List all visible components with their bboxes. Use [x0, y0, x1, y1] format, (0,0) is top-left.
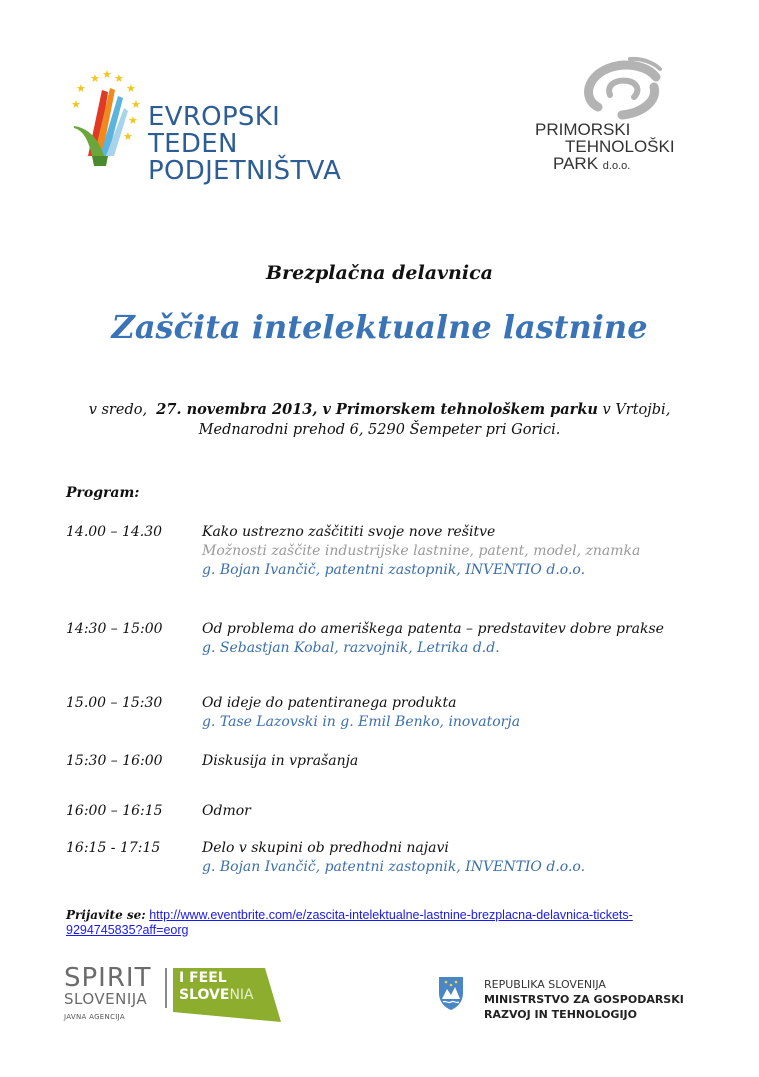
registration-link[interactable] — [66, 908, 633, 937]
svg-text:★: ★ — [114, 72, 124, 85]
session-topic: Kako ustrezno zaščititi svoje nove rešitve — [202, 524, 496, 540]
svg-text:★: ★ — [128, 114, 138, 127]
session-time: 14.00 – 14.30 — [66, 524, 163, 540]
session-time: 16:15 - 17:15 — [66, 840, 161, 856]
swirl-icon — [530, 55, 700, 125]
ministry-line: REPUBLIKA SLOVENIJA — [484, 978, 606, 991]
spirit-subtitle: SLOVENIJA — [64, 990, 148, 1008]
logo-line: PARK — [553, 154, 599, 173]
ministry-line: MINISTRSTVO ZA GOSPODARSKI — [484, 993, 684, 1006]
svg-text:★: ★ — [76, 82, 86, 95]
event-date-venue: 27. novembra 2013, v Primorskem tehnološkem parku — [156, 401, 598, 418]
session-topic: Odmor — [202, 803, 251, 819]
registration-link-line[interactable]: 9294745835?aff=eorg — [66, 923, 189, 937]
divider — [165, 968, 167, 1008]
event-address: Mednarodni prehod 6, 5290 Šempeter pri Gorici. — [198, 422, 561, 438]
session-time: 15:30 – 16:00 — [66, 753, 163, 769]
badge-line: SLOVE — [179, 987, 230, 1003]
primorski-tehnoloski-park-logo — [530, 55, 700, 180]
svg-text:★: ★ — [131, 98, 141, 111]
logo-line: TEHNOLOŠKI — [565, 137, 675, 156]
badge-line: NIA — [229, 987, 254, 1003]
badge-line: I FEEL — [179, 970, 227, 986]
event-place: v Vrtojbi, — [602, 402, 671, 418]
ptp-wordmark — [535, 121, 675, 175]
ministry-logo — [436, 975, 696, 1025]
session-speaker: g. Bojan Ivančič, patentni zastopnik, INVENTIO d.o.o. — [202, 562, 586, 578]
logo-line: PRIMORSKI — [535, 120, 631, 139]
svg-text:★: ★ — [123, 130, 133, 143]
evropski-teden-logo — [68, 68, 368, 186]
spirit-wordmark: SPIRIT — [64, 963, 152, 993]
session-topic: Od ideje do patentiranega produkta — [202, 695, 457, 711]
session-time: 14:30 – 15:00 — [66, 621, 163, 637]
session-topic: Delo v skupini ob predhodni najavi — [202, 840, 449, 856]
hand-stars-icon — [68, 68, 146, 168]
registration — [66, 908, 666, 938]
page-title: Zaščita intelektualne lastnine — [111, 308, 648, 346]
svg-text:★: ★ — [102, 68, 112, 81]
logo-line: PODJETNIŠTVA — [148, 156, 342, 186]
logo-suffix: d.o.o. — [602, 160, 631, 172]
spirit-slovenija-logo — [64, 965, 284, 1027]
event-day: v sredo, — [88, 402, 148, 418]
event-info — [0, 400, 759, 440]
session-time: 16:00 – 16:15 — [66, 803, 163, 819]
subtitle: Brezplačna delavnica — [266, 262, 493, 284]
program-label: Program: — [66, 485, 140, 501]
slovenia-coat-of-arms-icon — [436, 975, 466, 1011]
session-topic: Od problema do ameriškega patenta – predstavitev dobre prakse — [202, 621, 664, 637]
i-feel-slovenia-badge — [173, 968, 281, 1022]
ministry-line: RAZVOJ IN TEHNOLOGIJO — [484, 1008, 637, 1021]
logo-line: EVROPSKI TEDEN — [148, 102, 281, 159]
session-speaker: g. Tase Lazovski in g. Emil Benko, inovatorja — [202, 714, 521, 730]
session-topic: Diskusija in vprašanja — [202, 753, 359, 769]
svg-text:★: ★ — [90, 72, 100, 85]
session-time: 15.00 – 15:30 — [66, 695, 163, 711]
svg-text:★: ★ — [126, 82, 136, 95]
svg-text:★: ★ — [71, 98, 81, 111]
registration-label: Prijavite se: — [66, 908, 146, 922]
evropski-teden-wordmark — [148, 104, 368, 185]
session-speaker: g. Bojan Ivančič, patentni zastopnik, INVENTIO d.o.o. — [202, 859, 586, 875]
spirit-agency: JAVNA AGENCIJA — [64, 1013, 125, 1021]
session-speaker: g. Sebastjan Kobal, razvojnik, Letrika d.d. — [202, 640, 500, 656]
session-note: Možnosti zaščite industrijske lastnine, patent, model, znamka — [202, 543, 641, 559]
registration-link-line[interactable]: http://www.eventbrite.com/e/zascita-intelektualne-lastnine-brezplacna-delavnica-tickets- — [149, 908, 633, 922]
